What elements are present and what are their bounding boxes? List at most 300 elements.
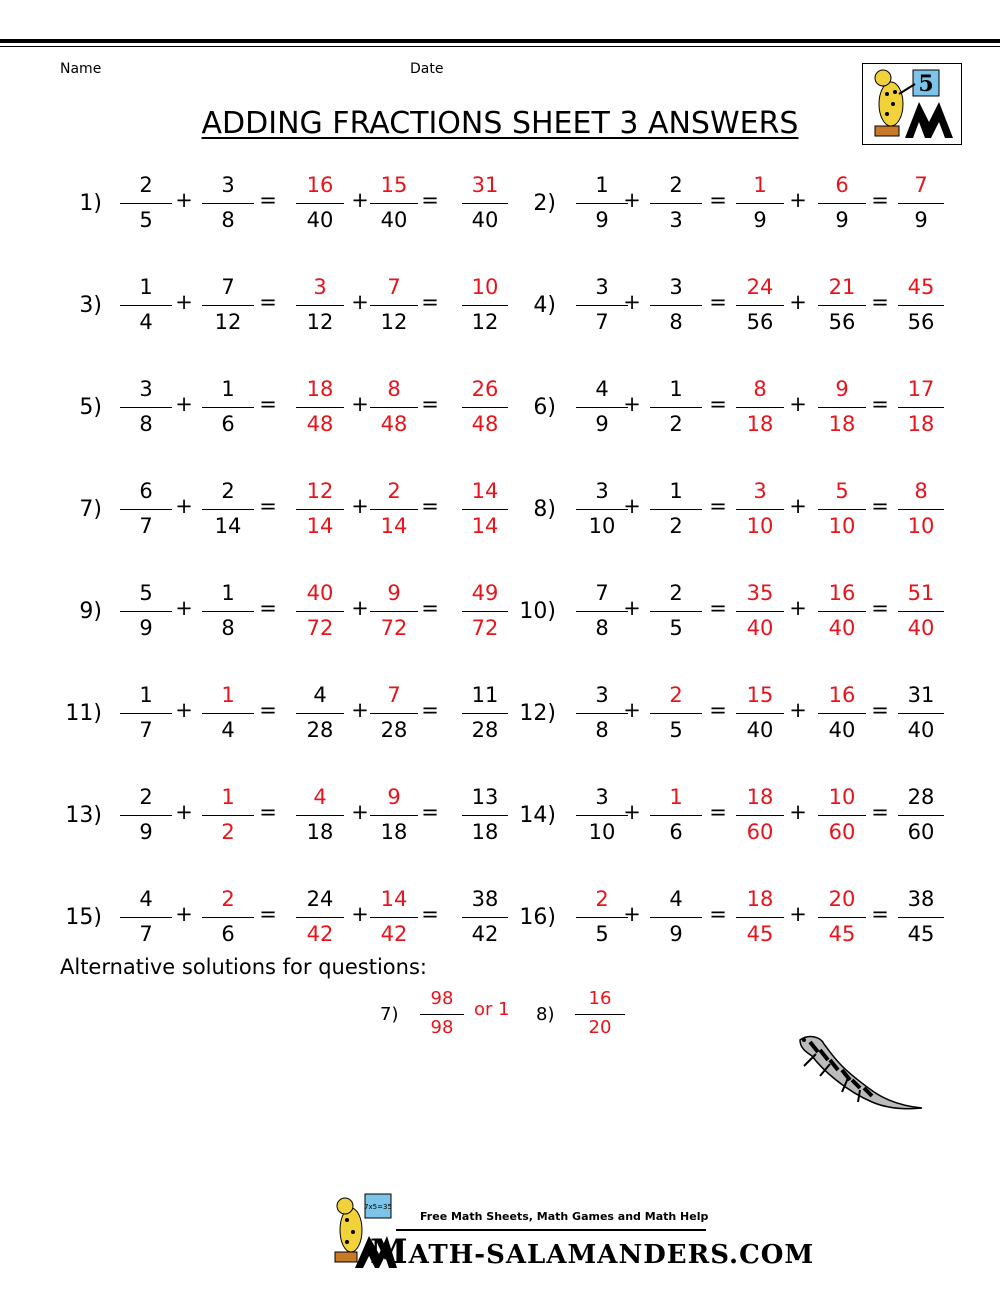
fraction-bar xyxy=(120,407,172,408)
denominator: 12 xyxy=(471,310,499,334)
denominator: 5 xyxy=(595,922,609,946)
equivalent-fraction xyxy=(736,478,784,544)
fraction-bar xyxy=(202,509,254,510)
equivalent-fraction xyxy=(296,580,344,646)
fraction-bar xyxy=(202,917,254,918)
plus-sign: + xyxy=(789,494,807,518)
problem-number: 3) xyxy=(79,293,102,318)
fraction-bar xyxy=(120,611,172,612)
fraction-bar xyxy=(202,611,254,612)
term-fraction xyxy=(120,478,172,544)
numerator: 10 xyxy=(828,785,856,809)
denominator: 2 xyxy=(669,412,683,436)
numerator: 1 xyxy=(669,785,683,809)
equals-sign: = xyxy=(709,290,727,314)
fraction-bar xyxy=(898,203,944,204)
salamander-illustration-icon xyxy=(790,1030,930,1115)
top-rule xyxy=(0,39,1000,43)
denominator: 40 xyxy=(471,208,499,232)
denominator: 28 xyxy=(306,718,334,742)
problem-number: 15) xyxy=(65,905,102,930)
numerator: 2 xyxy=(139,173,153,197)
numerator: 9 xyxy=(387,785,401,809)
denominator: 60 xyxy=(828,820,856,844)
footer-brand-initial: M xyxy=(370,1232,409,1272)
fraction-bar xyxy=(462,611,508,612)
footer-tagline: Free Math Sheets, Math Games and Math Help xyxy=(420,1210,709,1223)
plus-sign: + xyxy=(175,392,193,416)
fraction-bar xyxy=(818,611,866,612)
numerator: 1 xyxy=(669,479,683,503)
numerator: 17 xyxy=(907,377,935,401)
equals-sign: = xyxy=(871,596,889,620)
fraction-bar xyxy=(462,917,508,918)
numerator: 1 xyxy=(595,173,609,197)
term-fraction xyxy=(650,682,702,748)
numerator: 24 xyxy=(746,275,774,299)
fraction-bar xyxy=(736,713,784,714)
denominator: 56 xyxy=(828,310,856,334)
answer-fraction xyxy=(462,478,508,544)
alt-numerator: 16 xyxy=(588,988,612,1009)
denominator: 48 xyxy=(380,412,408,436)
fraction-bar xyxy=(296,611,344,612)
equals-sign: = xyxy=(871,290,889,314)
plus-sign: + xyxy=(351,494,369,518)
equivalent-fraction xyxy=(296,172,344,238)
equals-sign: = xyxy=(871,902,889,926)
fraction-bar xyxy=(462,815,508,816)
equals-sign: = xyxy=(259,494,277,518)
fraction-bar xyxy=(818,917,866,918)
numerator: 4 xyxy=(139,887,153,911)
fraction-bar xyxy=(650,611,702,612)
term-fraction xyxy=(202,682,254,748)
grade-logo xyxy=(862,63,962,145)
denominator: 14 xyxy=(380,514,408,538)
numerator: 31 xyxy=(907,683,935,707)
fraction-bar xyxy=(370,509,418,510)
denominator: 45 xyxy=(907,922,935,946)
fraction-bar xyxy=(898,917,944,918)
plus-sign: + xyxy=(351,800,369,824)
numerator: 15 xyxy=(380,173,408,197)
plus-sign: + xyxy=(175,494,193,518)
numerator: 2 xyxy=(139,785,153,809)
numerator: 16 xyxy=(306,173,334,197)
fraction-bar xyxy=(898,509,944,510)
equivalent-fraction xyxy=(370,172,418,238)
denominator: 72 xyxy=(306,616,334,640)
equivalent-fraction xyxy=(736,172,784,238)
fraction-bar xyxy=(462,407,508,408)
fraction-bar xyxy=(296,713,344,714)
plus-sign: + xyxy=(175,290,193,314)
footer-logo-badge: 7x5=35 xyxy=(364,1203,392,1211)
fraction-bar xyxy=(650,713,702,714)
fraction-bar xyxy=(650,509,702,510)
denominator: 28 xyxy=(471,718,499,742)
numerator: 5 xyxy=(835,479,849,503)
equivalent-fraction xyxy=(370,682,418,748)
footer-brand: MATH-SALAMANDERS.COM xyxy=(370,1232,815,1272)
equivalent-fraction xyxy=(296,274,344,340)
problem-number: 7) xyxy=(79,497,102,522)
fraction-bar xyxy=(650,815,702,816)
numerator: 2 xyxy=(387,479,401,503)
plus-sign: + xyxy=(351,698,369,722)
fraction-bar xyxy=(818,407,866,408)
numerator: 3 xyxy=(313,275,327,299)
fraction-bar xyxy=(462,305,508,306)
equivalent-fraction xyxy=(818,682,866,748)
term-fraction xyxy=(650,886,702,952)
problem-number: 5) xyxy=(79,395,102,420)
answer-fraction xyxy=(462,682,508,748)
plus-sign: + xyxy=(623,698,641,722)
fraction-bar xyxy=(370,407,418,408)
numerator: 12 xyxy=(306,479,334,503)
fraction-bar xyxy=(898,713,944,714)
grade-number: 5 xyxy=(918,71,934,97)
equivalent-fraction xyxy=(296,478,344,544)
numerator: 7 xyxy=(387,275,401,299)
denominator: 48 xyxy=(306,412,334,436)
numerator: 9 xyxy=(835,377,849,401)
denominator: 56 xyxy=(746,310,774,334)
numerator: 8 xyxy=(753,377,767,401)
term-fraction xyxy=(202,478,254,544)
denominator: 18 xyxy=(306,820,334,844)
equals-sign: = xyxy=(421,392,439,416)
denominator: 6 xyxy=(221,412,235,436)
equivalent-fraction xyxy=(296,784,344,850)
denominator: 10 xyxy=(588,514,616,538)
numerator: 3 xyxy=(669,275,683,299)
denominator: 6 xyxy=(221,922,235,946)
denominator: 3 xyxy=(669,208,683,232)
denominator: 8 xyxy=(669,310,683,334)
numerator: 31 xyxy=(471,173,499,197)
name-label: Name xyxy=(60,61,102,77)
denominator: 7 xyxy=(139,514,153,538)
fraction-bar xyxy=(120,815,172,816)
denominator: 18 xyxy=(746,412,774,436)
equals-sign: = xyxy=(421,188,439,212)
numerator: 3 xyxy=(595,275,609,299)
term-fraction xyxy=(202,274,254,340)
plus-sign: + xyxy=(351,188,369,212)
answer-fraction xyxy=(898,172,944,238)
denominator: 40 xyxy=(907,718,935,742)
plus-sign: + xyxy=(175,698,193,722)
numerator: 3 xyxy=(753,479,767,503)
numerator: 14 xyxy=(471,479,499,503)
equivalent-fraction xyxy=(736,580,784,646)
numerator: 4 xyxy=(595,377,609,401)
numerator: 13 xyxy=(471,785,499,809)
problem-number: 14) xyxy=(519,803,556,828)
problem-number: 16) xyxy=(519,905,556,930)
answer-fraction xyxy=(898,274,944,340)
equals-sign: = xyxy=(259,698,277,722)
denominator: 6 xyxy=(669,820,683,844)
alt-label-8: 8) xyxy=(536,1004,555,1025)
numerator: 4 xyxy=(669,887,683,911)
denominator: 40 xyxy=(746,718,774,742)
numerator: 2 xyxy=(669,581,683,605)
denominator: 10 xyxy=(828,514,856,538)
denominator: 8 xyxy=(595,616,609,640)
plus-sign: + xyxy=(351,596,369,620)
plus-sign: + xyxy=(623,188,641,212)
numerator: 51 xyxy=(907,581,935,605)
problem-number: 8) xyxy=(533,497,556,522)
fraction-bar xyxy=(650,917,702,918)
numerator: 49 xyxy=(471,581,499,605)
alt-denominator: 98 xyxy=(430,1017,454,1038)
fraction-bar xyxy=(296,203,344,204)
denominator: 42 xyxy=(306,922,334,946)
plus-sign: + xyxy=(175,188,193,212)
denominator: 9 xyxy=(139,820,153,844)
denominator: 8 xyxy=(221,208,235,232)
numerator: 4 xyxy=(313,785,327,809)
equivalent-fraction xyxy=(370,274,418,340)
plus-sign: + xyxy=(623,290,641,314)
numerator: 7 xyxy=(387,683,401,707)
equals-sign: = xyxy=(871,494,889,518)
numerator: 38 xyxy=(471,887,499,911)
numerator: 16 xyxy=(828,581,856,605)
alt-suffix-7: or 1 xyxy=(474,999,510,1020)
equals-sign: = xyxy=(259,188,277,212)
denominator: 9 xyxy=(835,208,849,232)
alternatives-title: Alternative solutions for questions: xyxy=(60,955,427,979)
plus-sign: + xyxy=(175,902,193,926)
equivalent-fraction xyxy=(736,376,784,442)
denominator: 7 xyxy=(595,310,609,334)
numerator: 1 xyxy=(669,377,683,401)
fraction-bar xyxy=(818,713,866,714)
plus-sign: + xyxy=(789,698,807,722)
denominator: 9 xyxy=(595,208,609,232)
fraction-bar xyxy=(818,203,866,204)
answer-fraction xyxy=(898,580,944,646)
numerator: 2 xyxy=(595,887,609,911)
term-fraction xyxy=(120,376,172,442)
answer-fraction xyxy=(462,886,508,952)
answer-fraction xyxy=(898,784,944,850)
equals-sign: = xyxy=(421,494,439,518)
denominator: 45 xyxy=(828,922,856,946)
numerator: 26 xyxy=(471,377,499,401)
date-label: Date xyxy=(410,61,444,77)
equivalent-fraction xyxy=(818,172,866,238)
denominator: 42 xyxy=(380,922,408,946)
numerator: 2 xyxy=(221,479,235,503)
plus-sign: + xyxy=(351,902,369,926)
numerator: 7 xyxy=(914,173,928,197)
equals-sign: = xyxy=(871,698,889,722)
problem-number: 6) xyxy=(533,395,556,420)
equals-sign: = xyxy=(871,188,889,212)
equivalent-fraction xyxy=(818,478,866,544)
fraction-bar xyxy=(370,305,418,306)
denominator: 18 xyxy=(380,820,408,844)
numerator: 18 xyxy=(746,887,774,911)
numerator: 3 xyxy=(139,377,153,401)
denominator: 28 xyxy=(380,718,408,742)
denominator: 40 xyxy=(828,616,856,640)
plus-sign: + xyxy=(623,494,641,518)
fraction-bar xyxy=(736,815,784,816)
equals-sign: = xyxy=(709,392,727,416)
problem-number: 4) xyxy=(533,293,556,318)
equivalent-fraction xyxy=(818,580,866,646)
numerator: 38 xyxy=(907,887,935,911)
denominator: 14 xyxy=(214,514,242,538)
problem-number: 10) xyxy=(519,599,556,624)
equivalent-fraction xyxy=(736,784,784,850)
denominator: 5 xyxy=(669,616,683,640)
fraction-bar xyxy=(202,815,254,816)
fraction-bar xyxy=(650,407,702,408)
denominator: 9 xyxy=(669,922,683,946)
fraction-bar xyxy=(370,713,418,714)
equals-sign: = xyxy=(259,800,277,824)
problem-number: 13) xyxy=(65,803,102,828)
denominator: 2 xyxy=(669,514,683,538)
fraction-bar xyxy=(818,305,866,306)
numerator: 18 xyxy=(306,377,334,401)
equals-sign: = xyxy=(709,494,727,518)
fraction-bar xyxy=(898,407,944,408)
fraction-bar xyxy=(120,203,172,204)
alt-numerator: 98 xyxy=(430,988,454,1009)
denominator: 42 xyxy=(471,922,499,946)
problem-number: 1) xyxy=(79,191,102,216)
plus-sign: + xyxy=(351,392,369,416)
term-fraction xyxy=(202,580,254,646)
fraction-bar xyxy=(736,203,784,204)
denominator: 18 xyxy=(471,820,499,844)
salamander-logo-icon xyxy=(863,64,961,144)
term-fraction xyxy=(120,274,172,340)
equals-sign: = xyxy=(421,596,439,620)
denominator: 12 xyxy=(380,310,408,334)
equivalent-fraction xyxy=(818,886,866,952)
fraction-bar xyxy=(202,407,254,408)
answer-fraction xyxy=(898,376,944,442)
problem-number: 2) xyxy=(533,191,556,216)
numerator: 11 xyxy=(471,683,499,707)
denominator: 72 xyxy=(380,616,408,640)
answer-fraction xyxy=(462,784,508,850)
plus-sign: + xyxy=(789,188,807,212)
denominator: 56 xyxy=(907,310,935,334)
fraction-bar xyxy=(120,713,172,714)
equals-sign: = xyxy=(709,902,727,926)
numerator: 14 xyxy=(380,887,408,911)
denominator: 2 xyxy=(221,820,235,844)
term-fraction xyxy=(202,784,254,850)
numerator: 9 xyxy=(387,581,401,605)
numerator: 5 xyxy=(139,581,153,605)
fraction-bar xyxy=(120,305,172,306)
denominator: 12 xyxy=(214,310,242,334)
plus-sign: + xyxy=(623,596,641,620)
numerator: 1 xyxy=(139,683,153,707)
denominator: 10 xyxy=(746,514,774,538)
equivalent-fraction xyxy=(370,886,418,952)
equals-sign: = xyxy=(709,596,727,620)
fraction-bar xyxy=(818,815,866,816)
fraction-bar xyxy=(736,407,784,408)
fraction-bar xyxy=(420,1014,464,1015)
numerator: 21 xyxy=(828,275,856,299)
alt-denominator: 20 xyxy=(588,1017,612,1038)
denominator: 9 xyxy=(595,412,609,436)
plus-sign: + xyxy=(623,800,641,824)
term-fraction xyxy=(650,274,702,340)
fraction-bar xyxy=(736,611,784,612)
equals-sign: = xyxy=(871,800,889,824)
denominator: 72 xyxy=(471,616,499,640)
equivalent-fraction xyxy=(736,886,784,952)
plus-sign: + xyxy=(789,392,807,416)
fraction-bar xyxy=(296,407,344,408)
fraction-bar xyxy=(296,305,344,306)
fraction-bar xyxy=(462,713,508,714)
denominator: 7 xyxy=(139,922,153,946)
numerator: 16 xyxy=(828,683,856,707)
equals-sign: = xyxy=(421,698,439,722)
denominator: 40 xyxy=(907,616,935,640)
denominator: 7 xyxy=(139,718,153,742)
equivalent-fraction xyxy=(818,784,866,850)
denominator: 60 xyxy=(746,820,774,844)
answer-fraction xyxy=(898,682,944,748)
numerator: 3 xyxy=(595,785,609,809)
numerator: 28 xyxy=(907,785,935,809)
equivalent-fraction xyxy=(818,376,866,442)
fraction-bar xyxy=(370,203,418,204)
term-fraction xyxy=(120,784,172,850)
denominator: 14 xyxy=(471,514,499,538)
term-fraction xyxy=(650,580,702,646)
plus-sign: + xyxy=(623,902,641,926)
fraction-bar xyxy=(202,203,254,204)
numerator: 1 xyxy=(139,275,153,299)
answer-fraction xyxy=(462,376,508,442)
denominator: 14 xyxy=(306,514,334,538)
numerator: 1 xyxy=(221,683,235,707)
plus-sign: + xyxy=(175,596,193,620)
equivalent-fraction xyxy=(736,682,784,748)
numerator: 8 xyxy=(387,377,401,401)
equals-sign: = xyxy=(871,392,889,416)
plus-sign: + xyxy=(789,596,807,620)
fraction-bar xyxy=(462,509,508,510)
denominator: 8 xyxy=(595,718,609,742)
denominator: 40 xyxy=(746,616,774,640)
denominator: 8 xyxy=(139,412,153,436)
equals-sign: = xyxy=(709,800,727,824)
denominator: 8 xyxy=(221,616,235,640)
fraction-bar xyxy=(898,305,944,306)
numerator: 2 xyxy=(221,887,235,911)
